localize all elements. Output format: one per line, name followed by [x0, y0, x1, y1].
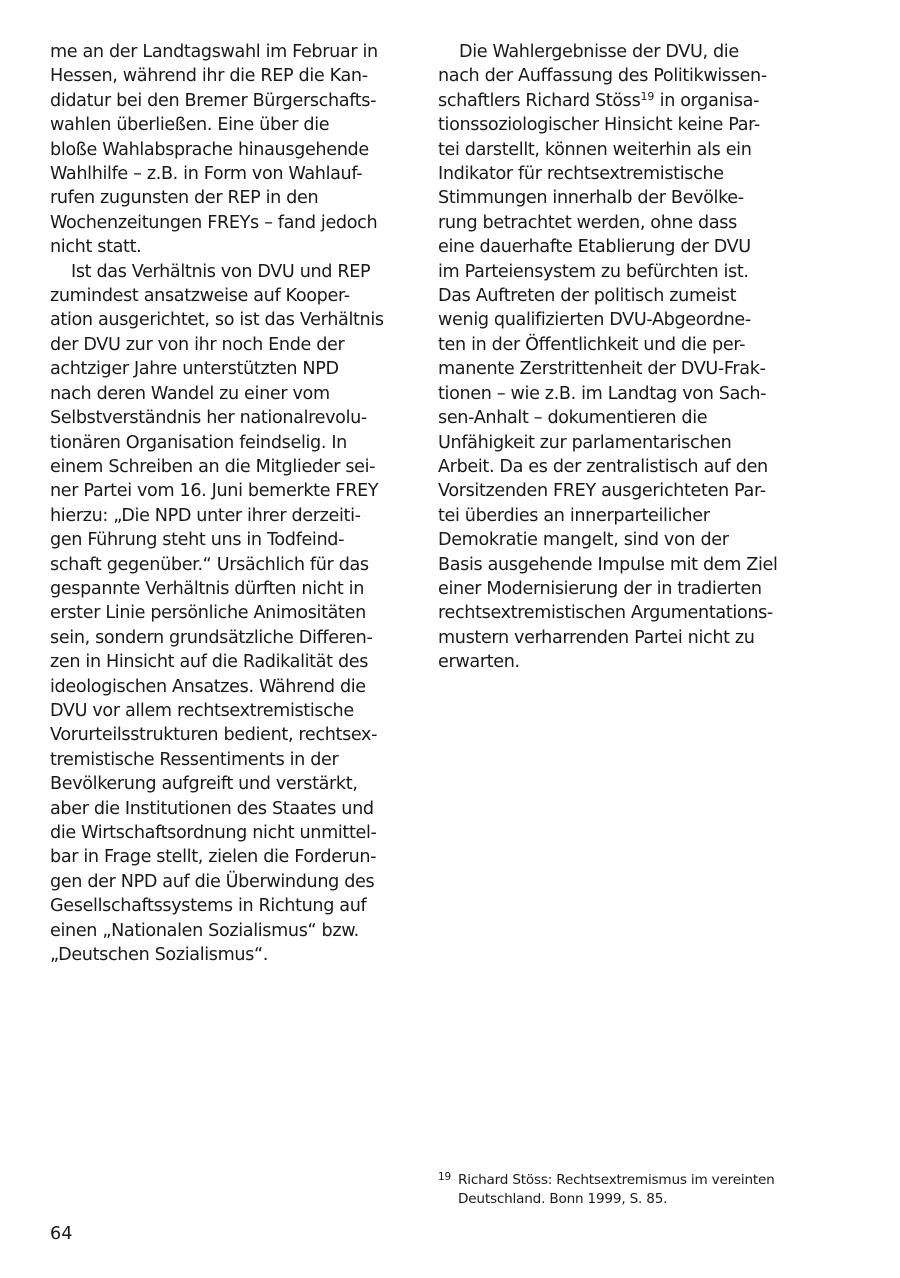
- body-line: tei überdies an innerparteilicher: [438, 505, 710, 526]
- body-line: schaft gegenüber.“ Ursächlich für das: [50, 554, 369, 575]
- body-line: Selbstverständnis her nationalrevolu-: [50, 408, 367, 429]
- body-line: me an der Landtagswahl im Februar in: [50, 42, 378, 62]
- body-line: gen Führung steht uns in Todfeind-: [50, 530, 345, 551]
- body-line: eine dauerhafte Etablierung der DVU: [438, 237, 751, 258]
- body-line: ner Partei vom 16. Juni bemerkte FREY: [50, 481, 379, 502]
- body-line-with-footnote: [438, 89, 800, 113]
- body-line: zen in Hinsicht auf die Radikalität des: [50, 652, 369, 673]
- body-line: sein, sondern grundsätzliche Differen-: [50, 627, 373, 648]
- body-line: erwarten.: [438, 652, 520, 673]
- body-line: Vorsitzenden FREY ausgerichteten Par-: [438, 481, 766, 502]
- footnote: [438, 1171, 838, 1209]
- paragraph-start-line: Die Wahlergebnisse der DVU, die: [459, 42, 739, 62]
- body-line: Unfähigkeit zur parlamentarischen: [438, 432, 732, 453]
- body-line: „Deutschen Sozialismus“.: [50, 945, 269, 966]
- paragraph-start-line: Ist das Verhältnis von DVU und REP: [71, 261, 371, 282]
- body-line: erster Linie persönliche Animositäten: [50, 603, 366, 624]
- body-line: im Parteiensystem zu befürchten ist.: [438, 261, 749, 282]
- body-line: mustern verharrenden Partei nicht zu: [438, 627, 755, 648]
- body-line: rufen zugunsten der REP in den: [50, 188, 319, 209]
- body-line: aber die Institutionen des Staates und: [50, 798, 374, 819]
- body-line: rung betrachtet werden, ohne dass: [438, 212, 737, 233]
- footnote-text: Deutschland. Bonn 1999, S. 85.: [458, 1191, 668, 1207]
- body-line: Bevölkerung aufgreift und verstärkt,: [50, 774, 358, 795]
- body-line: gen der NPD auf die Überwindung des: [50, 871, 375, 892]
- body-line: wahlen überließen. Eine über die: [50, 115, 330, 136]
- body-line: Basis ausgehende Impulse mit dem Ziel: [438, 554, 778, 575]
- body-text: schaftlers Richard Stöss: [438, 90, 641, 111]
- footnote-text: Richard Stöss: Rechtsextremismus im vereinten: [458, 1172, 775, 1188]
- body-line: Gesellschaftssystems in Richtung auf: [50, 896, 367, 917]
- body-line: einem Schreiben an die Mitglieder sei-: [50, 456, 376, 477]
- body-line: Das Auftreten der politisch zumeist: [438, 286, 737, 307]
- body-line: Indikator für rechtsextremistische: [438, 164, 724, 185]
- body-line: Vorurteilsstrukturen bedient, rechtsex-: [50, 725, 378, 746]
- body-line: DVU vor allem rechtsextremistische: [50, 700, 354, 721]
- body-line: nach deren Wandel zu einer vom: [50, 383, 330, 404]
- body-line: nach der Auffassung des Politikwissen-: [438, 66, 767, 87]
- body-line: didatur bei den Bremer Bürgerschafts-: [50, 90, 377, 111]
- body-line: achtziger Jahre unterstützten NPD: [50, 359, 339, 380]
- body-line: hierzu: „Die NPD unter ihrer derzeiti-: [50, 505, 361, 526]
- body-line: tionen – wie z.B. im Landtag von Sach-: [438, 383, 767, 404]
- body-line: bar in Frage stellt, zielen die Forderun-: [50, 847, 377, 868]
- body-line: rechtsextremistischen Argumentations-: [438, 603, 773, 624]
- body-line: bloße Wahlabsprache hinausgehende: [50, 139, 369, 160]
- body-line: Demokratie mangelt, sind von der: [438, 530, 729, 551]
- page-number: 64: [50, 1224, 73, 1244]
- body-line: tionären Organisation feindselig. In: [50, 432, 347, 453]
- body-line: gespannte Verhältnis dürften nicht in: [50, 578, 365, 599]
- body-line: wenig qualifizierten DVU-Abgeordne-: [438, 310, 751, 331]
- body-line: der DVU zur von ihr noch Ende der: [50, 334, 345, 355]
- body-line: Wochenzeitungen FREYs – fand jedoch: [50, 212, 378, 233]
- right-column: [438, 40, 800, 675]
- body-line: ideologischen Ansatzes. Während die: [50, 676, 366, 697]
- body-line: einer Modernisierung der in tradierten: [438, 578, 762, 599]
- body-line: tionssoziologischer Hinsicht keine Par-: [438, 115, 760, 136]
- body-line: Stimmungen innerhalb der Bevölke-: [438, 188, 744, 209]
- body-line: tremistische Ressentiments in der: [50, 749, 339, 770]
- body-line: sen-Anhalt – dokumentieren die: [438, 408, 708, 429]
- body-line: ation ausgerichtet, so ist das Verhältnis: [50, 310, 384, 331]
- body-line: tei darstellt, können weiterhin als ein: [438, 139, 752, 160]
- body-text: in organisa-: [654, 90, 760, 111]
- body-line: ten in der Öffentlichkeit und die per-: [438, 334, 746, 355]
- footnote-reference[interactable]: 19: [640, 89, 655, 103]
- body-line: einen „Nationalen Sozialismus“ bzw.: [50, 920, 359, 941]
- body-line: Arbeit. Da es der zentralistisch auf den: [438, 456, 768, 477]
- body-line: zumindest ansatzweise auf Kooper-: [50, 286, 350, 307]
- left-column: [50, 40, 410, 967]
- body-line: Hessen, während ihr die REP die Kan-: [50, 66, 368, 87]
- body-line: manente Zerstrittenheit der DVU-Frak-: [438, 359, 766, 380]
- body-line: Wahlhilfe – z.B. in Form von Wahlauf-: [50, 164, 363, 185]
- body-line: die Wirtschaftsordnung nicht unmittel-: [50, 823, 377, 843]
- footnote-line: 19 Richard Stöss: Rechtsextremismus im vereinten: [438, 1171, 775, 1188]
- body-line: nicht statt.: [50, 237, 142, 258]
